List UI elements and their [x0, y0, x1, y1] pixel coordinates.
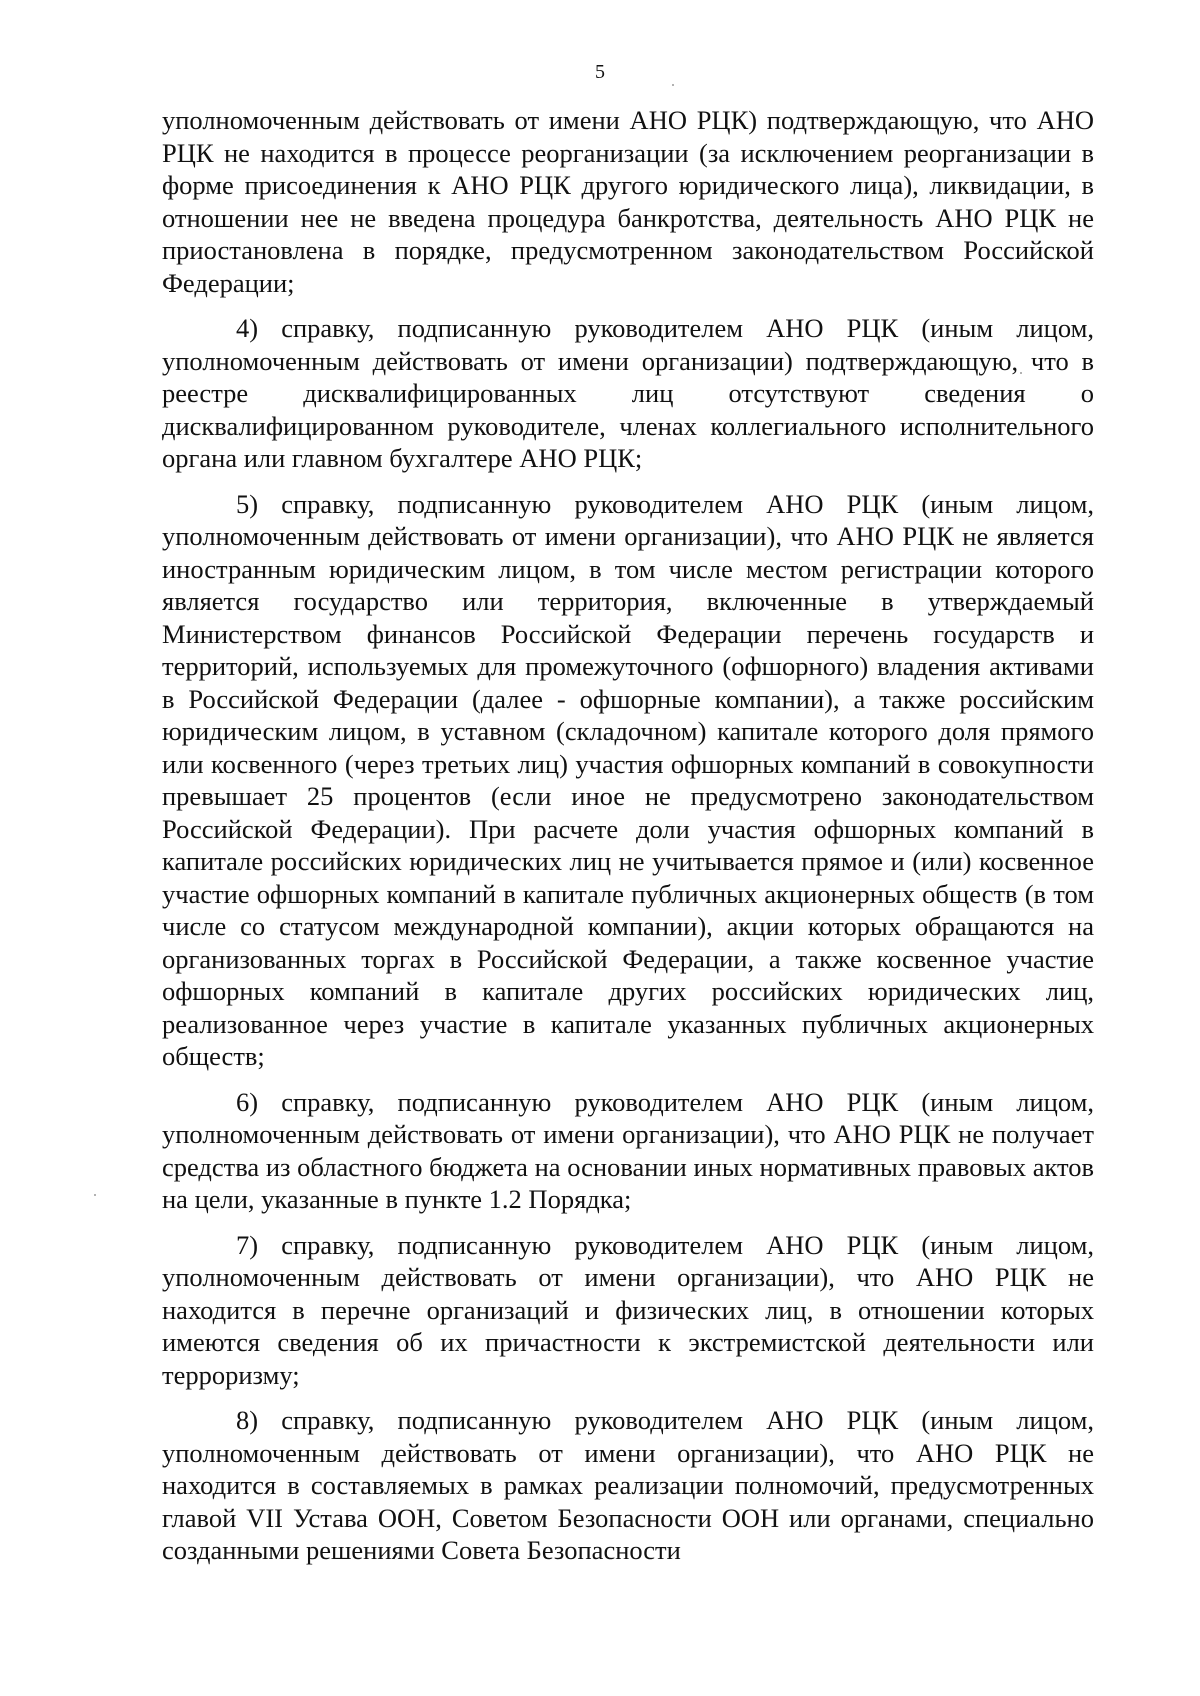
scan-speck — [672, 84, 674, 86]
paragraph-item-4: 4) справку, подписанную руководителем АНО РЦК (иным лицом, уполномоченным действовать от имени организации) подтверждающую, что в реестре дисквалифицированных лиц отсутствуют сведения о дисквалифицированном руководителе, членах коллегиального исполнительного органа или главном бухгалтере АНО РЦК; — [162, 313, 1094, 473]
paragraph-item-7: 7) справку, подписанную руководителем АНО РЦК (иным лицом, уполномоченным действовать от имени организации), что АНО РЦК не находится в перечне организаций и физических лиц, в отношении которых имеются сведения об их причастности к экстремистской деятельности или терроризму; — [162, 1229, 1094, 1390]
paragraph-continuation: уполномоченным действовать от имени АНО РЦК) подтверждающую, что АНО РЦК не находится в процессе реорганизации (за исключением реорганизации в форме присоединения к АНО РЦК другого юридического лица), ликвидации, в отношении нее не введена процедура банкротства, деятельность АНО РЦК не приостановлена в порядке, предусмотренном законодательством Российской Федерации; — [162, 105, 1094, 298]
scan-speck — [94, 1194, 96, 1196]
paragraph-item-8: 8) справку, подписанную руководителем АНО РЦК (иным лицом, уполномоченным действовать от имени организации), что АНО РЦК не находится в составляемых в рамках реализации полномочий, предусмотренных главой VII Устава ООН, Советом Безопасности ООН или органами, специально созданными решениями Совета Безопасности — [162, 1405, 1094, 1565]
paragraph-item-6: 6) справку, подписанную руководителем АНО РЦК (иным лицом, уполномоченным действовать от имени организации), что АНО РЦК не получает средства из областного бюджета на основании иных нормативных правовых актов на цели, указанные в пункте 1.2 Порядка; — [162, 1086, 1094, 1214]
document-body — [162, 104, 1094, 1567]
paragraph-item-5: 5) справку, подписанную руководителем АНО РЦК (иным лицом, уполномоченным действовать от имени организации), что АНО РЦК не является иностранным юридическим лицом, в том числе местом регистрации которого является государство или территория, включенные в утверждаемый Министерством финансов Российской Федерации перечень государств и территорий, используемых для промежуточного (офшорного) владения активами в Российской Федерации (далее - офшорные компании), а также российским юридическим лицом, в уставном (складочном) капитале которого доля прямого или косвенного (через третьих лиц) участия офшорных компаний в совокупности превышает 25 процентов (если иное не предусмотрено законодательством Российской Федерации). При расчете доли участия офшорных компаний в капитале российских юридических лиц не учитывается прямое и (или) косвенное участие офшорных компаний в капитале публичных акционерных обществ (в том числе со статусом международной компании), акции которых обращаются на организованных торгах в Российской Федерации, а также косвенное участие офшорных компаний в капитале других российских юридических лиц, реализованное через участие в капитале указанных публичных акционерных обществ; — [162, 488, 1094, 1071]
page-number: 5 — [595, 61, 605, 83]
